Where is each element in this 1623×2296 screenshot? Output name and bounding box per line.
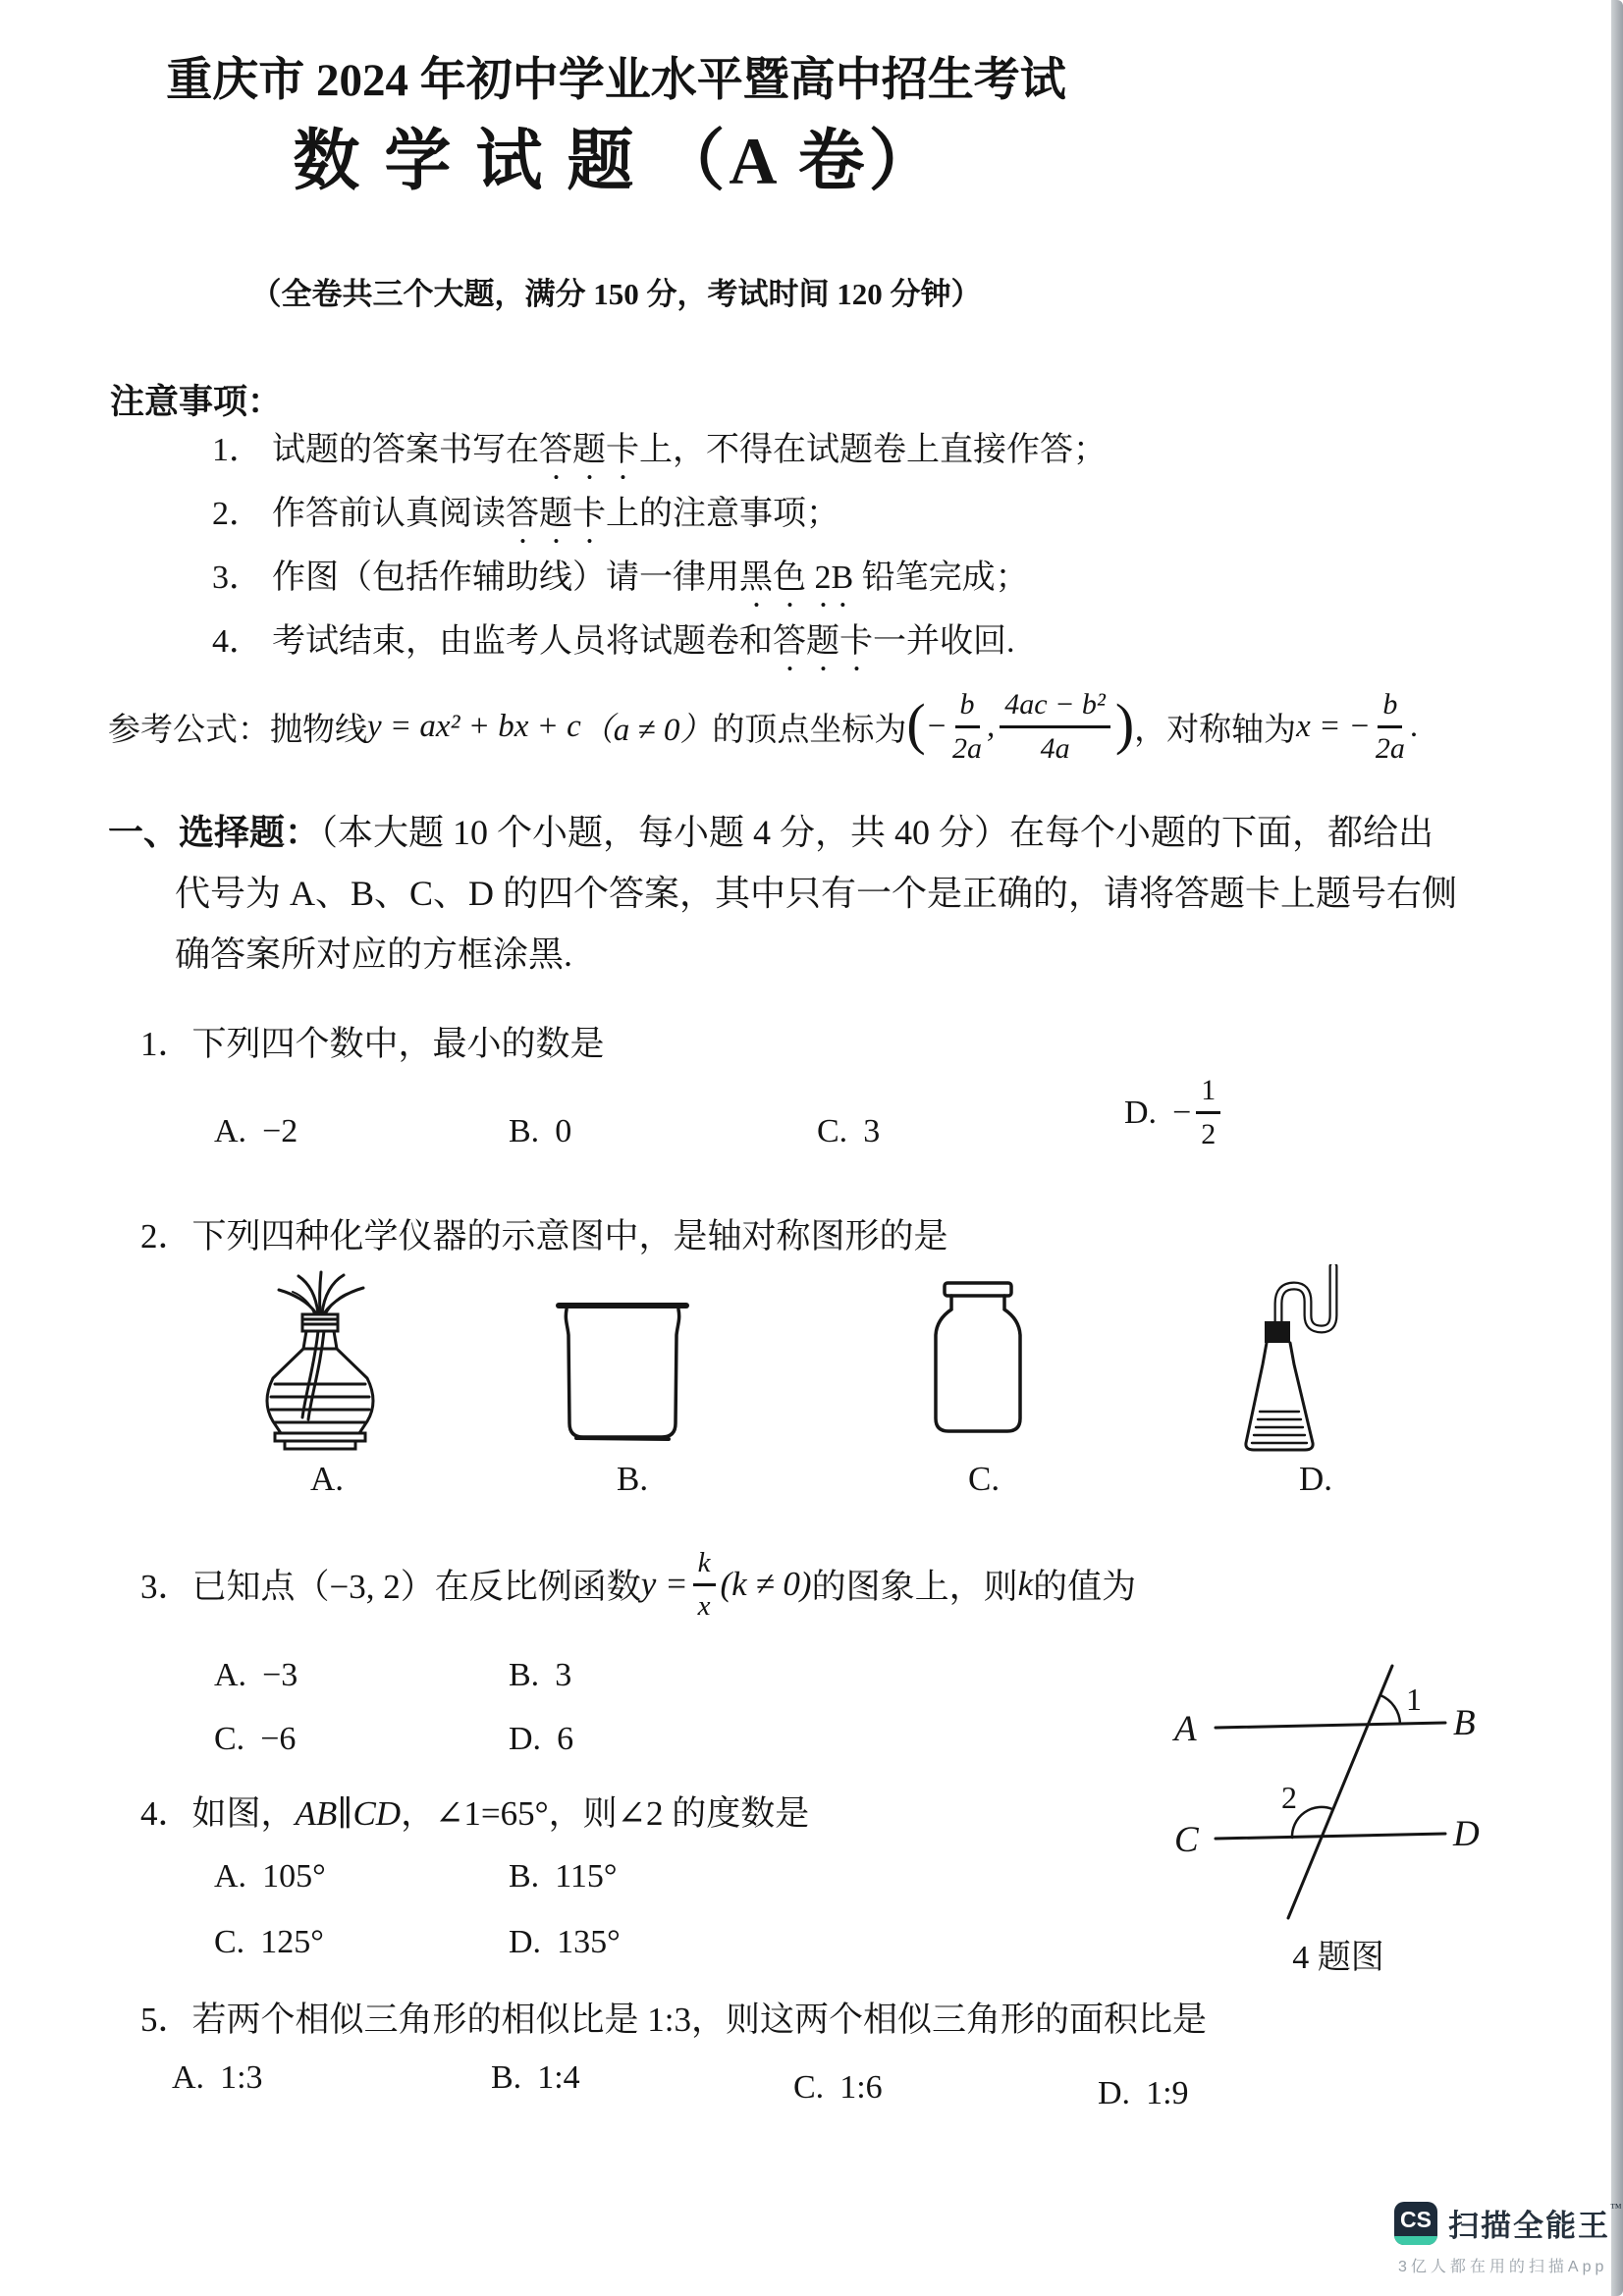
- notes-list: [212, 418, 1107, 673]
- open-paren: (: [906, 692, 926, 756]
- fraction-numerator: k: [693, 1549, 716, 1586]
- option-value: 115°: [555, 1858, 618, 1895]
- question1-option-a: [214, 1113, 298, 1150]
- question1-option-c: [817, 1113, 880, 1150]
- wide-mouth-bottle-figure: [919, 1280, 1037, 1449]
- note-text: 考试结束，由监考人员将试题卷和: [272, 623, 773, 660]
- section1-heading: 一、选择题：: [108, 813, 321, 852]
- trademark-symbol: ™: [1610, 2201, 1622, 2215]
- option-value: 135°: [557, 1924, 621, 1960]
- note-item: [212, 482, 1107, 546]
- note-item: [212, 546, 1107, 610]
- note-text: 作图（包括作辅助线）请一律用: [272, 560, 739, 596]
- option-value: 1:6: [839, 2069, 883, 2106]
- fraction-numerator: 1: [1196, 1076, 1220, 1114]
- option-value: −2: [262, 1113, 298, 1149]
- note-text: 一并收回.: [873, 623, 1015, 660]
- camscanner-logo-icon: [1394, 2202, 1437, 2245]
- option-value: 3: [863, 1113, 881, 1149]
- note-emphasized-text: 答题卡: [539, 432, 639, 468]
- stem-text: 的值为: [1033, 1568, 1137, 1606]
- figure-label-a: A.: [310, 1460, 345, 1498]
- y-equals: y =: [640, 1565, 688, 1603]
- fraction-denominator: 2a: [1375, 731, 1405, 765]
- fraction-denominator: 4a: [1040, 731, 1070, 765]
- option-label: C.: [793, 2069, 825, 2106]
- point-label-a: A: [1174, 1709, 1197, 1749]
- alcohol-lamp-figure: [242, 1268, 401, 1455]
- stem-text: ，∠1=65°，则∠2 的度数是: [401, 1794, 810, 1833]
- option-value: 6: [557, 1721, 574, 1757]
- question3-option-c: [214, 1721, 296, 1758]
- question4-option-b: [509, 1858, 618, 1896]
- figure-label-c: C.: [968, 1460, 1001, 1498]
- stem-text: 的图象上，则: [811, 1568, 1018, 1606]
- angle2-label: 2: [1281, 1780, 1297, 1815]
- option-label: C.: [214, 1721, 245, 1757]
- section1-intro-line3: 确答案所对应的方框涂黑.: [175, 934, 573, 974]
- fraction-numerator: 4ac − b²: [1000, 690, 1110, 728]
- note-item: [212, 418, 1107, 482]
- formula-period: .: [1409, 708, 1419, 744]
- axis-equation: x = −: [1296, 708, 1371, 744]
- minus-sign: −: [1172, 1094, 1192, 1131]
- formula-lead: 抛物线: [270, 712, 367, 748]
- question1-option-b: [509, 1113, 571, 1150]
- question4-geometry-figure: [1129, 1612, 1512, 1936]
- point-label-c: C: [1174, 1820, 1199, 1860]
- option-label: B.: [491, 2059, 522, 2096]
- angle1-label: 1: [1406, 1682, 1422, 1717]
- watermark-name-wrap: [1448, 2201, 1622, 2245]
- question3-option-b: [509, 1657, 571, 1694]
- question4-option-a: [214, 1858, 326, 1896]
- fraction-4ac-b2-over-4a: [1000, 687, 1110, 765]
- question5-option-b: [491, 2059, 580, 2097]
- logo-accent-bar: [1394, 2236, 1437, 2245]
- option-label: B.: [509, 1858, 540, 1895]
- section1-intro-line1: [108, 805, 1434, 855]
- exam-title-line2: 数 学 试 题 （A 卷）: [293, 124, 940, 198]
- option-label: C.: [214, 1924, 245, 1960]
- parallel-statement: AB∥CD: [295, 1794, 402, 1833]
- figure-label-b: B.: [617, 1460, 649, 1498]
- question4-figure-caption: 4 题图: [1292, 1940, 1384, 1976]
- option-label: C.: [817, 1113, 848, 1149]
- option-label: D.: [1124, 1094, 1158, 1131]
- fraction-denominator: 2a: [952, 731, 983, 765]
- option-label: D.: [509, 1721, 542, 1757]
- close-paren: ): [1114, 692, 1135, 756]
- watermark-row: [1394, 2201, 1622, 2245]
- option-value: 1:3: [220, 2059, 263, 2096]
- question5-option-a: [172, 2059, 263, 2097]
- question4-option-d: [509, 1924, 621, 1961]
- note-emphasized-text: 答题卡: [773, 623, 873, 660]
- scan-edge-shadow: [1611, 0, 1623, 2296]
- beaker-figure: [553, 1294, 692, 1447]
- option-label: B.: [509, 1657, 540, 1693]
- question3-option-a: [214, 1657, 298, 1694]
- option-value: 3: [555, 1657, 572, 1693]
- watermark-app-name: 扫描全能王: [1448, 2209, 1610, 2243]
- fraction-one-half: [1196, 1076, 1220, 1149]
- note-item: [212, 610, 1107, 673]
- section1-intro-line2: 代号为 A、B、C、D 的四个答案，其中只有一个是正确的，请将答题卡上题号右侧: [175, 874, 1458, 913]
- question3-option-d: [509, 1721, 573, 1758]
- option-label: A.: [172, 2059, 205, 2096]
- section1-text: （本大题 10 个小题，每小题 4 分，共 40 分）在每个小题的下面，都给出: [320, 813, 1434, 852]
- option-value: −6: [260, 1721, 297, 1757]
- reference-formula: [108, 673, 1623, 779]
- notes-heading: 注意事项：: [110, 383, 283, 421]
- formula-tail: ，对称轴为: [1134, 712, 1297, 748]
- question1-option-d: [1124, 1076, 1225, 1149]
- fraction-b-over-2a: [952, 687, 983, 765]
- option-value: 125°: [260, 1924, 324, 1960]
- option-value: 1:4: [537, 2059, 580, 2096]
- camscanner-watermark: [1394, 2201, 1622, 2276]
- note-text: 试题的答案书写在: [272, 432, 539, 468]
- option-label: D.: [1098, 2075, 1131, 2111]
- point-label-d: D: [1453, 1814, 1480, 1854]
- question3-stem: [140, 1537, 1136, 1631]
- condition: (k ≠ 0): [720, 1565, 812, 1603]
- fraction-denominator: x: [697, 1589, 711, 1622]
- note-text: 铅笔完成；: [853, 560, 1029, 596]
- exam-title-line1: 重庆市 2024 年初中学业水平暨高中招生考试: [166, 55, 1066, 106]
- question2-stem: 2．下列四种化学仪器的示意图中，是轴对称图形的是: [140, 1217, 948, 1255]
- option-value: 105°: [262, 1858, 326, 1895]
- conical-flask-with-tube-figure: [1233, 1264, 1373, 1453]
- question5-stem: 5．若两个相似三角形的相似比是 1:3，则这两个相似三角形的面积比是: [140, 2001, 1207, 2039]
- fraction-k-over-x: [693, 1546, 716, 1622]
- comma: ,: [987, 708, 996, 744]
- option-value: 1:9: [1146, 2075, 1189, 2111]
- point-label-b: B: [1453, 1703, 1476, 1743]
- question5-option-d: [1098, 2075, 1189, 2112]
- question4-option-c: [214, 1924, 324, 1961]
- note-number: 1．: [212, 432, 262, 468]
- note-emphasized-text: 答题卡: [506, 496, 606, 532]
- option-label: D.: [509, 1924, 542, 1960]
- formula-label: 参考公式：: [108, 712, 270, 748]
- figure-label-d: D.: [1299, 1460, 1333, 1498]
- note-number: 4．: [212, 623, 262, 660]
- stem-text: 3．已知点（−3, 2）在反比例函数: [140, 1568, 641, 1606]
- exam-subtitle: （全卷共三个大题，满分 150 分，考试时间 120 分钟）: [250, 277, 982, 311]
- note-text: 上，不得在试题卷上直接作答；: [639, 432, 1107, 468]
- watermark-tagline: 3亿人都在用的扫描App: [1398, 2259, 1608, 2275]
- minus-sign: −: [925, 708, 948, 744]
- variable-k: k: [1017, 1565, 1034, 1603]
- fraction-numerator: b: [955, 690, 980, 728]
- option-label: A.: [214, 1113, 247, 1149]
- logo-letters: CS: [1400, 2207, 1432, 2232]
- option-label: A.: [214, 1858, 247, 1895]
- option-label: B.: [509, 1113, 540, 1149]
- formula-condition: （a ≠ 0）: [580, 712, 713, 748]
- formula-mid: 的顶点坐标为: [712, 712, 907, 748]
- note-text: 上的注意事项；: [606, 496, 839, 532]
- note-text: 作答前认真阅读: [272, 496, 506, 532]
- note-number: 2．: [212, 496, 262, 532]
- option-label: A.: [214, 1657, 247, 1693]
- fraction-b-over-2a-axis: [1375, 687, 1405, 765]
- question4-stem: [140, 1787, 809, 1836]
- fraction-denominator: 2: [1201, 1118, 1217, 1150]
- question5-option-c: [793, 2069, 883, 2107]
- stem-text: 4．如图，: [140, 1794, 296, 1833]
- question1-stem: 1．下列四个数中，最小的数是: [140, 1025, 605, 1063]
- note-emphasized-text: 黑色 2B: [739, 560, 854, 596]
- formula-equation: y = ax² + bx + c: [367, 708, 581, 744]
- fraction-numerator: b: [1378, 690, 1402, 728]
- option-value: 0: [555, 1113, 572, 1149]
- option-value: −3: [262, 1657, 298, 1693]
- note-number: 3．: [212, 560, 262, 596]
